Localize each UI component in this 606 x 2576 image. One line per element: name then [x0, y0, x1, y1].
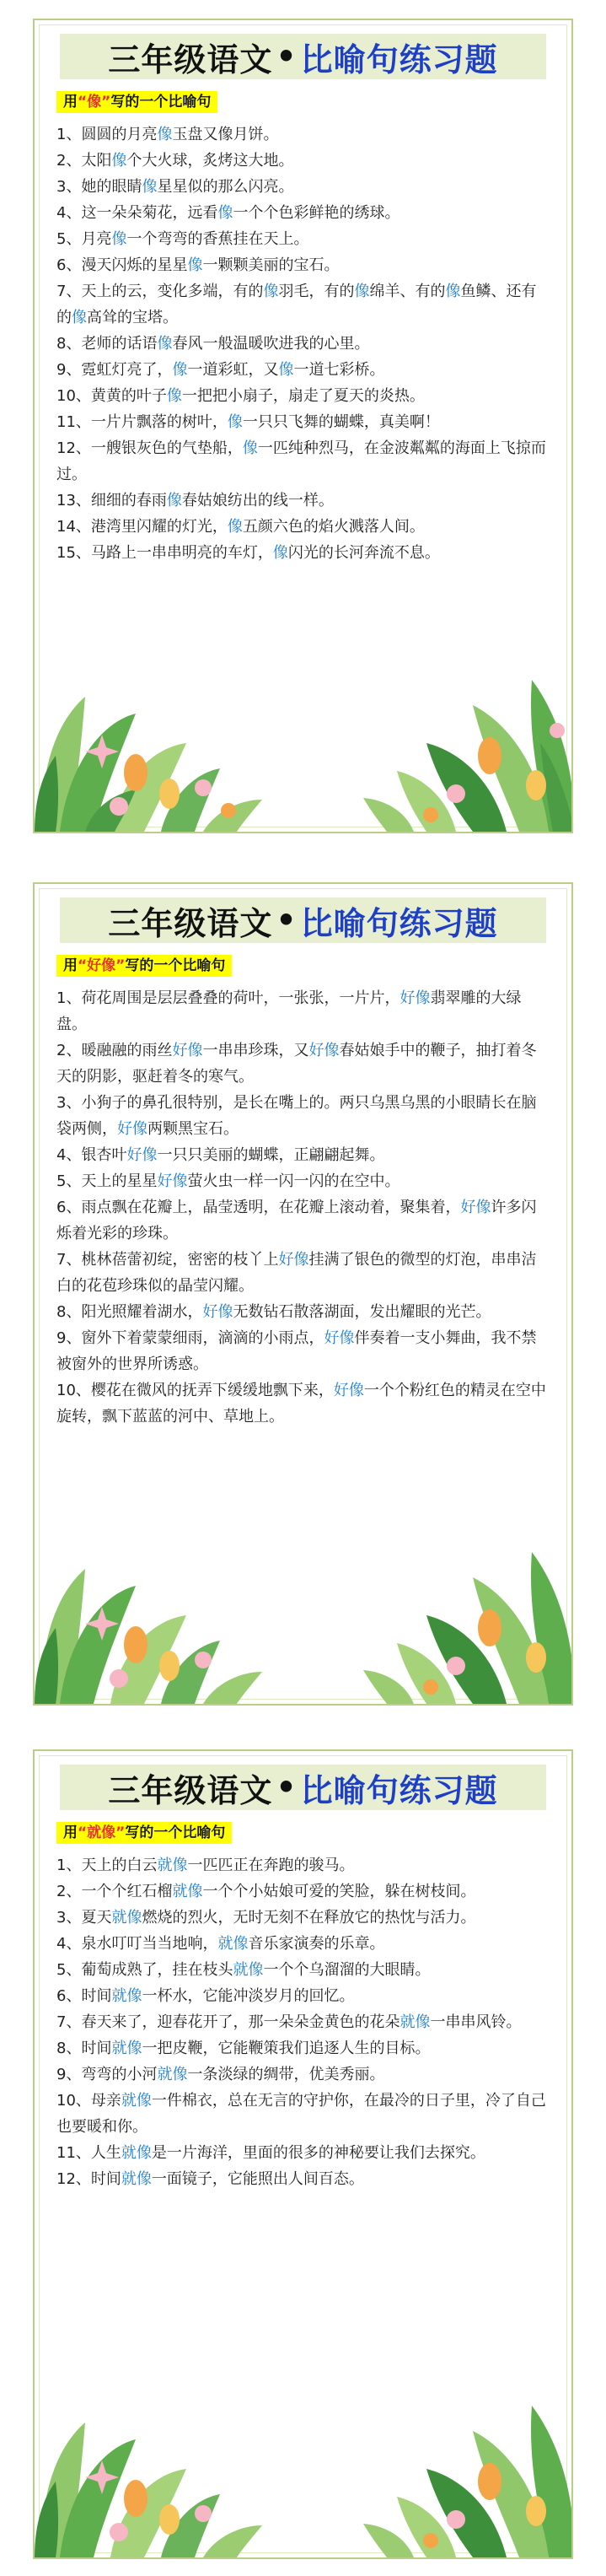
sentence-text: 9、窗外下着蒙蒙细雨，滴滴的小雨点，: [56, 1329, 324, 1347]
sentence-item: [56, 2166, 550, 2192]
sentence-item: [56, 2035, 550, 2061]
section-subtitle: [56, 1822, 232, 1844]
title-topic: 比喻句练习题: [300, 904, 498, 942]
sentence-item: [56, 1194, 550, 1247]
sentence-text: 个大火球，炙烤这大地。: [126, 152, 294, 170]
sentence-text: 6、雨点飘在花瓣上，晶莹透明，在花瓣上滚动着，聚集着，: [56, 1199, 461, 1216]
sentence-item: [56, 985, 550, 1037]
sentence-text: 一把皮鞭，它能鞭策我们追逐人生的目标。: [142, 2040, 431, 2057]
sentence-text: 10、黄黄的叶子: [56, 387, 167, 405]
sentence-text: 8、时间: [56, 2040, 112, 2057]
sentence-item: [56, 2140, 550, 2166]
sentence-text: 5、葡萄成熟了，挂在枝头: [56, 1961, 233, 1979]
sentence-text: 一个个粉红色的精灵在空中旋转，飘下蓝蓝的河中、草地上。: [56, 1382, 546, 1425]
sentence-text: 挂满了银色的微型的灯泡，串串洁白的花苞珍珠似的晶莹闪耀。: [56, 1251, 537, 1295]
sentence-text: 6、漫天闪烁的星星: [56, 256, 188, 274]
simile-keyword: 像: [227, 518, 243, 536]
sentence-text: 一串串珍珠，又: [202, 1042, 309, 1059]
sentence-text: 2、太阳: [56, 152, 112, 170]
simile-keyword: 就像: [217, 1935, 249, 1953]
sentence-text: 7、天上的云，变化多端，有的: [56, 283, 264, 300]
sentence-text: 12、时间: [56, 2170, 121, 2188]
simile-keyword: 就像: [111, 1987, 142, 2005]
plant-decoration-illustration: [35, 1451, 573, 1704]
subtitle-keyword: “好像”: [78, 957, 126, 974]
section-subtitle: [56, 91, 217, 113]
simile-keyword: 好像: [117, 1120, 147, 1138]
simile-keyword: 像: [217, 204, 233, 222]
sentence-text: 五颜六色的焰火溅落人间。: [242, 518, 425, 536]
simile-keyword: 就像: [111, 2040, 142, 2057]
simile-keyword: 像: [242, 439, 258, 457]
sentence-item: [56, 1247, 550, 1299]
subtitle-suffix: 写的一个比喻句: [110, 94, 212, 110]
sentence-text: 许多闪烁着光彩的珍珠。: [56, 1199, 537, 1242]
sentence-text: 1、荷花周围是层层叠叠的荷叶，一张张，一片片，: [56, 989, 400, 1007]
sentence-text: 8、阳光照耀着湖水，: [56, 1303, 203, 1321]
simile-keyword: 像: [445, 283, 461, 300]
sentence-text: 9、弯弯的小河: [56, 2066, 158, 2083]
sentence-text: 萤火虫一样一闪一闪的在空中。: [187, 1172, 400, 1190]
simile-keyword: 像: [142, 178, 158, 196]
sentence-text: 伴奏着一支小舞曲，我不禁被窗外的世界所诱惑。: [56, 1329, 537, 1373]
sentence-item: [56, 383, 550, 409]
sentence-text: 一个个乌溜溜的大眼睛。: [263, 1961, 431, 1979]
subtitle-prefix: 用: [63, 957, 78, 974]
sentence-text: 羽毛，有的: [278, 283, 355, 300]
sentence-item: [56, 121, 550, 148]
sentence-item: [56, 174, 550, 200]
sentence-text: 一匹纯种烈马，在金波粼粼的海面上飞掠而过。: [56, 439, 546, 483]
sentence-text: 11、人生: [56, 2144, 121, 2162]
sentence-text: 一杯水，它能冲淡岁月的回忆。: [142, 1987, 355, 2005]
exercise-card-haoxiang: [33, 882, 573, 1706]
sentence-item: [56, 357, 550, 383]
sentence-item: [56, 2061, 550, 2088]
sentence-item: [56, 226, 550, 252]
sentence-text: 两颗黑宝石。: [147, 1120, 239, 1138]
sentence-text: 3、她的眼睛: [56, 178, 142, 196]
sentence-text: 一个弯弯的香蕉挂在天上。: [126, 230, 309, 248]
sentence-text: 1、圆圆的月亮: [56, 126, 158, 143]
sentence-text: 绵羊、有的: [369, 283, 446, 300]
sentence-text: 2、一个个红石榴: [56, 1883, 173, 1900]
sentence-text: 4、泉水叮叮当当地响，: [56, 1935, 218, 1953]
sentence-text: 星星似的那么闪亮。: [157, 178, 294, 196]
sentence-text: 闪光的长河奔流不息。: [287, 544, 440, 562]
simile-keyword: 像: [354, 283, 370, 300]
sentence-text: 春风一般温暖吹进我的心里。: [172, 335, 370, 353]
plant-decoration-illustration: [35, 2304, 573, 2557]
simile-keyword: 就像: [111, 1909, 142, 1927]
subtitle-keyword: “就像”: [78, 1824, 126, 1841]
sentence-text: 14、港湾里闪耀的灯光，: [56, 518, 228, 536]
sentence-item: [56, 252, 550, 278]
sentence-text: 一把把小扇子，扇走了夏天的炎热。: [181, 387, 425, 405]
title-dot: •: [276, 38, 298, 75]
simile-keyword: 像: [166, 387, 182, 405]
sentence-item: [56, 1090, 550, 1142]
sentence-text: 是一片海洋，里面的很多的神秘要让我们去探究。: [151, 2144, 485, 2162]
right-foliage: [363, 1552, 573, 1704]
card-title: [60, 34, 546, 79]
sentence-item: [56, 200, 550, 226]
right-foliage: [363, 2406, 573, 2557]
sentence-text: 一个个小姑娘可爱的笑脸，躲在树枝间。: [202, 1883, 476, 1900]
title-topic: 比喻句练习题: [300, 1771, 498, 1809]
sentence-text: 3、夏天: [56, 1909, 112, 1927]
simile-keyword: 好像: [172, 1042, 203, 1059]
sentence-text: 春姑娘手中的鞭子，抽打着冬天的阴影，驱赶着冬的寒气。: [56, 1042, 537, 1086]
left-foliage: [35, 1569, 262, 1704]
sentence-text: 5、月亮: [56, 230, 112, 248]
sentence-text: 一条淡绿的绸带，优美秀丽。: [187, 2066, 385, 2083]
title-dot: •: [276, 902, 298, 939]
sentence-list: [56, 121, 550, 566]
simile-keyword: 就像: [172, 1883, 203, 1900]
sentence-text: 7、桃林蓓蕾初绽，密密的枝丫上: [56, 1251, 279, 1269]
subtitle-suffix: 写的一个比喻句: [125, 1824, 226, 1841]
simile-keyword: 像: [227, 413, 243, 431]
simile-keyword: 像: [278, 361, 294, 379]
simile-keyword: 就像: [121, 2144, 152, 2162]
sentence-item: [56, 435, 550, 488]
simile-keyword: 就像: [400, 2013, 431, 2031]
subtitle-prefix: 用: [63, 1824, 78, 1841]
sentence-text: 5、天上的星星: [56, 1172, 158, 1190]
sentence-text: 一道彩虹，又: [187, 361, 279, 379]
sentence-text: 翡翠雕的大绿盘。: [56, 989, 522, 1033]
sentence-text: 一个个色彩鲜艳的绣球。: [233, 204, 400, 222]
sentence-item: [56, 2009, 550, 2035]
sentence-item: [56, 1299, 550, 1325]
sentence-text: 一只只飞舞的蝴蝶，真美啊！: [242, 413, 440, 431]
subtitle-prefix: 用: [63, 94, 78, 110]
title-topic: 比喻句练习题: [300, 40, 498, 78]
simile-keyword: 像: [72, 309, 87, 326]
sentence-item: [56, 540, 550, 566]
card-title: [60, 897, 546, 943]
sentence-item: [56, 278, 550, 331]
title-dot: •: [276, 1769, 298, 1806]
sentence-item: [56, 514, 550, 540]
sentence-text: 1、天上的白云: [56, 1857, 158, 1874]
sentence-item: [56, 148, 550, 174]
sentence-item: [56, 1168, 550, 1194]
sentence-text: 一颗颗美丽的宝石。: [202, 256, 340, 274]
exercise-card-xiang: [33, 19, 573, 833]
sentence-text: 9、霓虹灯亮了，: [56, 361, 173, 379]
plant-decoration-illustration: [35, 579, 573, 832]
sentence-text: 玉盘又像月饼。: [172, 126, 279, 143]
simile-keyword: 好像: [333, 1382, 364, 1399]
simile-keyword: 就像: [157, 1857, 188, 1874]
simile-keyword: 好像: [157, 1172, 188, 1190]
simile-keyword: 好像: [202, 1303, 233, 1321]
simile-keyword: 就像: [121, 2092, 152, 2110]
sentence-text: 一道七彩桥。: [293, 361, 385, 379]
simile-keyword: 像: [111, 152, 127, 170]
title-grade: 三年级语文: [108, 904, 273, 942]
sentence-item: [56, 1957, 550, 1983]
sentence-text: 春姑娘纺出的线一样。: [181, 492, 334, 509]
card-title: [60, 1765, 546, 1810]
sentence-text: 2、暖融融的雨丝: [56, 1042, 173, 1059]
sentence-text: 4、这一朵朵菊花，远看: [56, 204, 218, 222]
sentence-text: 音乐家演奏的乐章。: [248, 1935, 385, 1953]
sentence-text: 4、银杏叶: [56, 1146, 127, 1164]
sentence-item: [56, 1142, 550, 1168]
simile-keyword: 就像: [121, 2170, 152, 2188]
sentence-text: 7、春天来了，迎春花开了，那一朵朵金黄色的花朵: [56, 2013, 400, 2031]
sentence-text: 一面镜子，它能照出人间百态。: [151, 2170, 364, 2188]
sentence-item: [56, 488, 550, 514]
sentence-item: [56, 1878, 550, 1905]
simile-keyword: 好像: [308, 1042, 340, 1059]
sentence-text: 无数钻石散落湖面，发出耀眼的光芒。: [233, 1303, 491, 1321]
sentence-list: [56, 985, 550, 1430]
title-grade: 三年级语文: [108, 40, 273, 78]
section-subtitle: [56, 955, 232, 977]
sentence-item: [56, 1325, 550, 1377]
sentence-item: [56, 1377, 550, 1430]
sentence-text: 高耸的宝塔。: [87, 309, 178, 326]
sentence-text: 一件棉衣，总在无言的守护你，在最冷的日子里，冷了自己也要暖和你。: [56, 2092, 546, 2136]
sentence-text: 一匹匹正在奔跑的骏马。: [187, 1857, 355, 1874]
simile-keyword: 像: [157, 335, 173, 353]
simile-keyword: 像: [187, 256, 203, 274]
sentence-text: 一只只美丽的蝴蝶，正翩翩起舞。: [157, 1146, 385, 1164]
sentence-text: 鱼鳞、还有的: [56, 283, 537, 326]
sentence-text: 6、时间: [56, 1987, 112, 2005]
sentence-item: [56, 1852, 550, 1878]
simile-keyword: 好像: [278, 1251, 309, 1269]
simile-keyword: 像: [172, 361, 188, 379]
sentence-text: 燃烧的烈火，无时无刻不在释放它的热忱与活力。: [142, 1909, 476, 1927]
sentence-item: [56, 331, 550, 357]
simile-keyword: 像: [157, 126, 173, 143]
sentence-text: 8、老师的话语: [56, 335, 158, 353]
title-grade: 三年级语文: [108, 1771, 273, 1809]
subtitle-suffix: 写的一个比喻句: [125, 957, 226, 974]
simile-keyword: 就像: [233, 1961, 264, 1979]
sentence-text: 12、一艘银灰色的气垫船，: [56, 439, 243, 457]
sentence-text: 一串串风铃。: [430, 2013, 522, 2031]
simile-keyword: 像: [111, 230, 127, 248]
sentence-text: 3、小狗子的鼻孔很特别，是长在嘴上的。两只乌黑乌黑的小眼睛长在脑袋两侧，: [56, 1094, 537, 1138]
exercise-card-jiuxiang: [33, 1749, 573, 2559]
simile-keyword: 好像: [126, 1146, 158, 1164]
simile-keyword: 像: [263, 283, 279, 300]
sentence-item: [56, 1037, 550, 1090]
simile-keyword: 像: [272, 544, 288, 562]
subtitle-keyword: “像”: [78, 94, 111, 110]
sentence-item: [56, 1983, 550, 2009]
sentence-item: [56, 2088, 550, 2140]
simile-keyword: 好像: [400, 989, 431, 1007]
sentence-item: [56, 409, 550, 435]
left-foliage: [35, 697, 262, 832]
simile-keyword: 就像: [157, 2066, 188, 2083]
sentence-text: 13、细细的春雨: [56, 492, 167, 509]
sentence-text: 15、马路上一串串明亮的车灯，: [56, 544, 273, 562]
simile-keyword: 好像: [324, 1329, 355, 1347]
sentence-text: 10、母亲: [56, 2092, 121, 2110]
sentence-list: [56, 1852, 550, 2192]
left-foliage: [35, 2422, 262, 2557]
sentence-text: 10、樱花在微风的抚弄下缓缓地飘下来，: [56, 1382, 334, 1399]
simile-keyword: 好像: [460, 1199, 491, 1216]
sentence-item: [56, 1931, 550, 1957]
right-foliage: [363, 680, 573, 832]
sentence-item: [56, 1905, 550, 1931]
simile-keyword: 像: [166, 492, 182, 509]
sentence-text: 11、一片片飘落的树叶，: [56, 413, 228, 431]
